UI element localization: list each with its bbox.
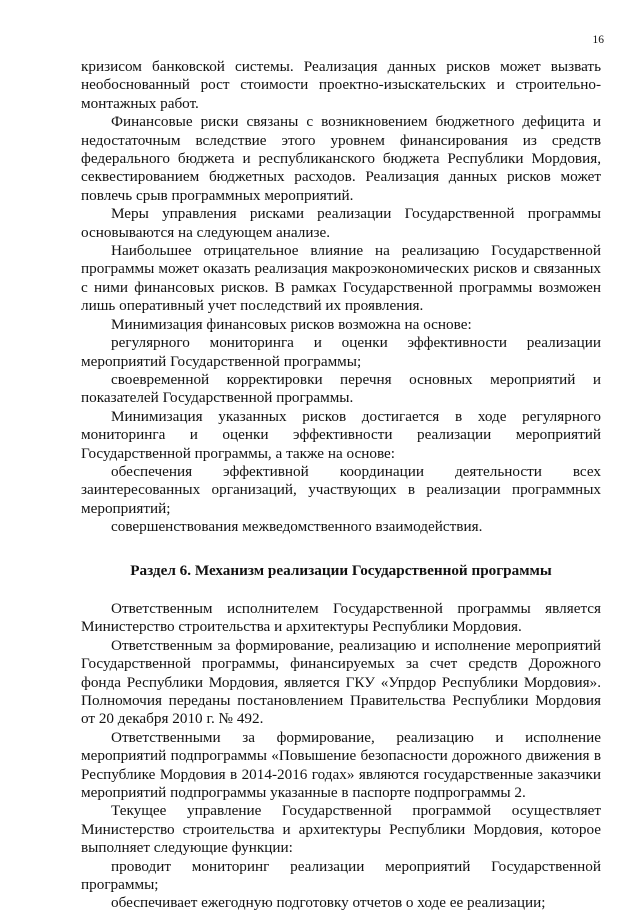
list-item: регулярного мониторинга и оценки эффективности реализации мероприятий Государственной программы; [81, 334, 601, 370]
list-item: совершенствования межведомственного взаимодействия. [111, 518, 483, 536]
paragraph: Ответственным за формирование, реализацию и исполнение мероприятий Государственной программы, финансируемых за счет средств Дорожного фонда Республики Мордовия, является ГКУ «Упрдор Республики Мордовия». Полномочия переданы постановлением Правительства Республики Мордовия от 20 декабря 2010 г. № 492. [81, 636, 601, 728]
list-item: проводит мониторинг реализации мероприятий Государственной программы; [81, 857, 601, 894]
list-item: своевременной корректировки перечня основных мероприятий и показателей Государственной программы. [81, 370, 601, 407]
paragraph: Минимизация указанных рисков достигается в ходе регулярного мониторинга и оценки эффективности реализации мероприятий Государственной программы, а также на основе: [81, 407, 601, 462]
paragraph: Ответственным исполнителем Государственной программы является Министерство строительства и архитектуры Республики Мордовия. [81, 599, 601, 636]
paragraph: Ответственными за формирование, реализацию и исполнение мероприятий подпрограммы «Повышение безопасности дорожного движения в Республике Мордовия в 2014-2016 годах» являются государственные заказчики мероприятий подпрограммы указанные в паспорте подпрограммы 2. [81, 728, 601, 802]
paragraph: Финансовые риски связаны с возникновением бюджетного дефицита и недостаточным вследствие этого уровнем финансирования из средств федерального бюджета и республиканского бюджета Республики Мордовия, секвестированием бюджетных расходов. Реализация данных рисков может повлечь срыв программных мероприятий. [81, 113, 601, 204]
paragraph: Меры управления рисками реализации Государственной программы основываются на следующем анализе. [81, 205, 601, 241]
paragraph: кризисом банковской системы. Реализация данных рисков может вызвать необоснованный рост стоимости проектно-изыскательских и строительно-монтажных работ. [81, 58, 601, 112]
list-item: обеспечения эффективной координации деятельности всех заинтересованных организаций, участвующих в реализации программных мероприятий; [81, 462, 601, 517]
page-number: 16 [592, 34, 604, 46]
list-item: обеспечивает ежегодную подготовку отчетов о ходе ее реализации; [111, 894, 546, 912]
paragraph: Наибольшее отрицательное влияние на реализацию Государственной программы может оказать реализация макроэкономических рисков и связанных с ними финансовых рисков. В рамках Государственной программы возможен лишь оперативный учет последствий их проявления. [81, 242, 601, 315]
page-body [81, 58, 601, 913]
section-heading: Раздел 6. Механизм реализации Государственной программы [130, 561, 552, 579]
paragraph: Текущее управление Государственной программой осуществляет Министерство строительства и архитектуры Республики Мордовия, которое выполняет следующие функции: [81, 802, 601, 857]
paragraph: Минимизация финансовых рисков возможна на основе: [111, 315, 472, 333]
